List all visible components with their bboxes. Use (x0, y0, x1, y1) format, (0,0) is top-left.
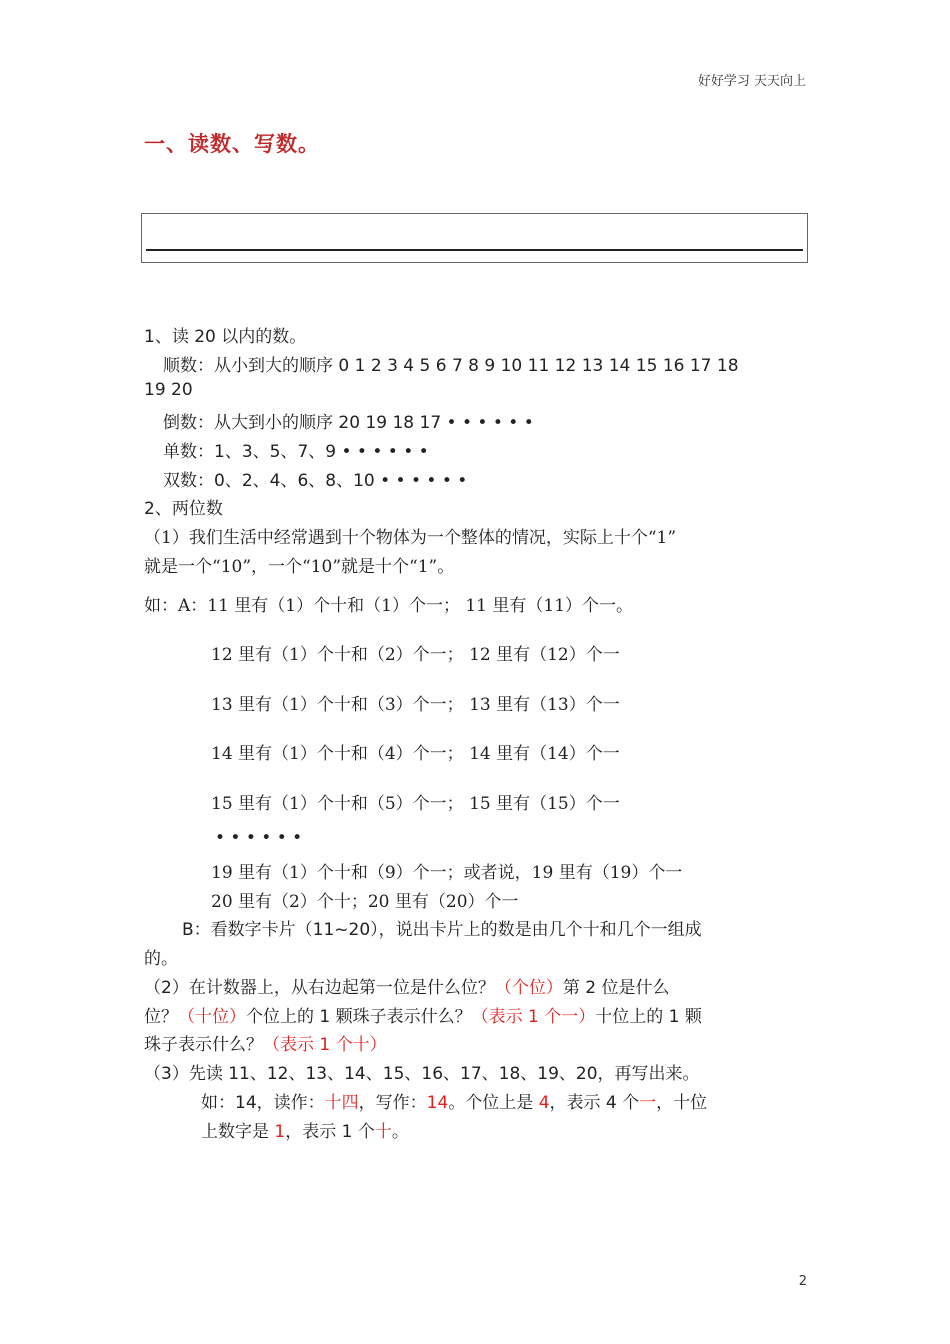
q2-answer-tens-place: （十位） (178, 1007, 246, 1027)
q2-text: 十位上的 1 颗 (595, 1007, 702, 1027)
q3-text: ，表示 4 个 (549, 1093, 640, 1113)
q3-answer-read: 十四 (324, 1093, 359, 1113)
q3-answer-ones-unit: 一 (639, 1093, 657, 1113)
q2-answer-one-unit: （表示 1 个一） (471, 1007, 596, 1027)
example-a: 如：A：11 里有（1）个十和（1）个一； 11 里有（11）个一。 (144, 596, 634, 616)
q2-text: 第 2 位是什么 (562, 978, 670, 998)
example-14: 14 里有（1）个十和（4）个一； 14 里有（14）个一 (211, 744, 620, 764)
q3-answer-tens-digit: 1 (274, 1122, 286, 1142)
q3-answer-tens-unit: 十 (374, 1122, 392, 1142)
example-20: 20 里有（2）个十；20 里有（20）个一 (211, 892, 519, 912)
ellipsis-dots: • • • • • • (215, 828, 303, 848)
q2-text: （2）在计数器上，从右边起第一位是什么位？ (144, 978, 495, 998)
ascending-order-line-cont: 19 20 (144, 380, 193, 400)
paragraph-1-line-2: 就是一个“10”，一个“10”就是十个“1”。 (144, 557, 455, 577)
q3-text: ，表示 1 个 (285, 1122, 375, 1142)
q3-text: ，写作： (358, 1093, 427, 1113)
sub-heading-1: 1、读 20 以内的数。 (144, 327, 307, 347)
q2-answer-ones-place: （个位） (494, 978, 563, 998)
q2-text: 珠子表示什么？ (144, 1035, 263, 1055)
example-19: 19 里有（1）个十和（9）个一；或者说，19 里有（19）个一 (211, 863, 683, 883)
ascending-order-line: 顺数：从小到大的顺序 0 1 2 3 4 5 6 7 8 9 10 11 12 13 14 15 16 17 18 (163, 356, 739, 376)
section-title: 一、读数、写数。 (144, 132, 320, 156)
q3-text: 。个位上是 (448, 1093, 539, 1113)
even-numbers-line: 双数：0、2、4、6、8、10 • • • • • • (163, 471, 468, 491)
q2-text: 位？ (144, 1007, 178, 1027)
odd-numbers-line: 单数：1、3、5、7、9 • • • • • • (163, 442, 429, 462)
q2-answer-one-ten: （表示 1 个十） (263, 1035, 387, 1055)
question-3-example-line-2 (201, 1117, 409, 1142)
question-2-line-1 (144, 973, 669, 998)
example-b-line-2: 的。 (144, 949, 178, 969)
q3-answer-write: 14 (426, 1093, 449, 1113)
example-b-line-1: B：看数字卡片（11~20），说出卡片上的数是由几个十和几个一组成 (182, 920, 702, 940)
example-12: 12 里有（1）个十和（2）个一； 12 里有（12）个一 (211, 645, 620, 665)
page-number: 2 (798, 1274, 807, 1289)
paragraph-1-line-1: （1）我们生活中经常遇到十个物体为一个整体的情况，实际上十个“1” (144, 528, 677, 548)
page-header: 好好学习 天天向上 (697, 74, 806, 89)
q3-text: 。 (391, 1122, 409, 1142)
question-3: （3）先读 11、12、13、14、15、16、17、18、19、20，再写出来。 (144, 1064, 700, 1084)
question-3-example-line-1 (201, 1088, 707, 1113)
sub-heading-2: 2、两位数 (144, 499, 223, 519)
q3-text: ，十位 (656, 1093, 708, 1113)
q2-text: 个位上的 1 颗珠子表示什么？ (246, 1007, 472, 1027)
q3-answer-ones-digit: 4 (538, 1093, 550, 1113)
box-rule-line (146, 249, 803, 251)
example-13: 13 里有（1）个十和（3）个一； 13 里有（13）个一 (211, 695, 620, 715)
question-2-line-3 (144, 1030, 387, 1055)
q3-text: 如：14，读作： (201, 1093, 325, 1113)
descending-order-line: 倒数：从大到小的顺序 20 19 18 17 • • • • • • (163, 413, 534, 433)
answer-box (141, 213, 808, 263)
example-15: 15 里有（1）个十和（5）个一； 15 里有（15）个一 (211, 794, 620, 814)
q3-text: 上数字是 (201, 1122, 275, 1142)
question-2-line-2 (144, 1002, 702, 1027)
